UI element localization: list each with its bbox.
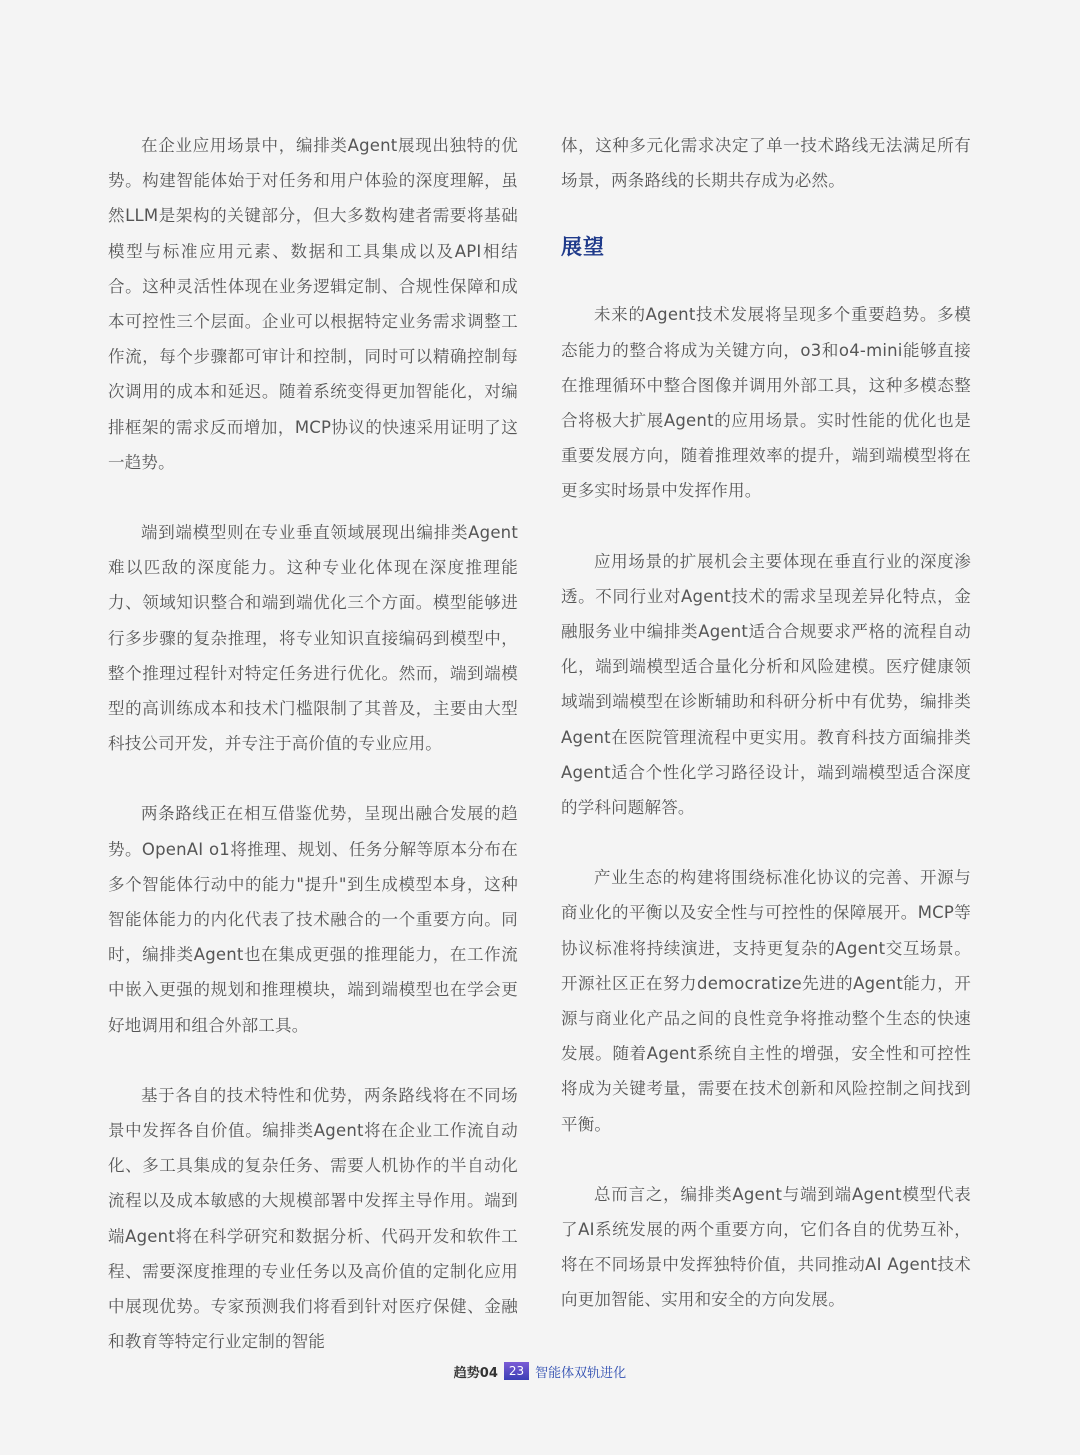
paragraph-continuation: 体，这种多元化需求决定了单一技术路线无法满足所有场景，两条路线的长期共存成为必然。 xyxy=(561,136,971,191)
footer-section-label: 趋势04 xyxy=(453,1365,498,1381)
paragraph-future-trends: 未来的Agent技术发展将呈现多个重要趋势。多模态能力的整合将成为关键方向，o3和o4-mini能够直接在推理循环中整合图像并调用外部工具，这种多模态整合将极大扩展Agent的应用场景。实时性能的优化也是重要发展方向，随着推理效率的提升，端到端模型将在更多实时场景中发挥作用。 xyxy=(561,305,971,501)
paragraph-conclusion: 总而言之，编排类Agent与端到端Agent模型代表了AI系统发展的两个重要方向，它们各自的优势互补，将在不同场景中发挥独特价值，共同推动AI Agent技术向更加智能、实用和安全的方向发展。 xyxy=(561,1184,971,1310)
paragraph-scenarios: 基于各自的技术特性和优势，两条路线将在不同场景中发挥各自价值。编排类Agent将在企业工作流自动化、多工具集成的复杂任务、需要人机协作的半自动化流程以及成本敏感的大规模部署中发挥主导作用。端到端Agent将在科学研究和数据分析、代码开发和软件工程、需要深度推理的专业任务以及高价值的定制化应用中展现优势。专家预测我们将看到针对医疗保健、金融和教育等特定行业定制的智能 xyxy=(108,1085,518,1352)
right-column xyxy=(561,128,971,1353)
paragraph-enterprise-orchestration: 在企业应用场景中，编排类Agent展现出独特的优势。构建智能体始于对任务和用户体验的深度理解，虽然LLM是架构的关键部分，但大多数构建者需要将基础模型与标准应用元素、数据和工具集成以及API相结合。这种灵活性体现在业务逻辑定制、合规性保障和成本可控性三个层面。企业可以根据特定业务需求调整工作流，每个步骤都可审计和控制，同时可以精确控制每次调用的成本和延迟。随着系统变得更加智能化，对编排框架的需求反而增加，MCP协议的快速采用证明了这一趋势。 xyxy=(108,136,518,472)
paragraph-ecosystem: 产业生态的构建将围绕标准化协议的完善、开源与商业化的平衡以及安全性与可控性的保障展开。MCP等协议标准将持续演进，支持更复杂的Agent交互场景。开源社区正在努力democratize先进的Agent能力，开源与商业化产品之间的良性竞争将推动整个生态的快速发展。随着Agent系统自主性的增强，安全性和可控性将成为关键考量，需要在技术创新和风险控制之间找到平衡。 xyxy=(561,868,971,1134)
paragraph-end-to-end-models: 端到端模型则在专业垂直领域展现出编排类Agent难以匹敌的深度能力。这种专业化体现在深度推理能力、领域知识整合和端到端优化三个方面。模型能够进行多步骤的复杂推理，将专业知识直接编码到模型中，整个推理过程针对特定任务进行优化。然而，端到端模型的高训练成本和技术门槛限制了其普及，主要由大型科技公司开发，并专注于高价值的专业应用。 xyxy=(108,523,518,754)
section-heading-outlook: 展望 xyxy=(561,235,605,260)
footer-chapter-title: 智能体双轨进化 xyxy=(535,1365,627,1381)
left-column xyxy=(108,128,518,1395)
page-number-badge: 23 xyxy=(504,1362,529,1380)
page-footer xyxy=(0,1360,1080,1382)
paragraph-convergence: 两条路线正在相互借鉴优势，呈现出融合发展的趋势。OpenAI o1将推理、规划、任务分解等原本分布在多个智能体行动中的能力"提升"到生成模型本身，这种智能体能力的内化代表了技术融合的一个重要方向。同时，编排类Agent也在集成更强的推理能力，在工作流中嵌入更强的规划和推理模块，端到端模型也在学会更好地调用和组合外部工具。 xyxy=(108,804,518,1035)
paragraph-vertical-industries: 应用场景的扩展机会主要体现在垂直行业的深度渗透。不同行业对Agent技术的需求呈现差异化特点，金融服务业中编排类Agent适合合规要求严格的流程自动化，端到端模型适合量化分析和风险建模。医疗健康领域端到端模型在诊断辅助和科研分析中有优势，编排类Agent在医院管理流程中更实用。教育科技方面编排类Agent适合个性化学习路径设计，端到端模型适合深度的学科问题解答。 xyxy=(561,551,971,818)
